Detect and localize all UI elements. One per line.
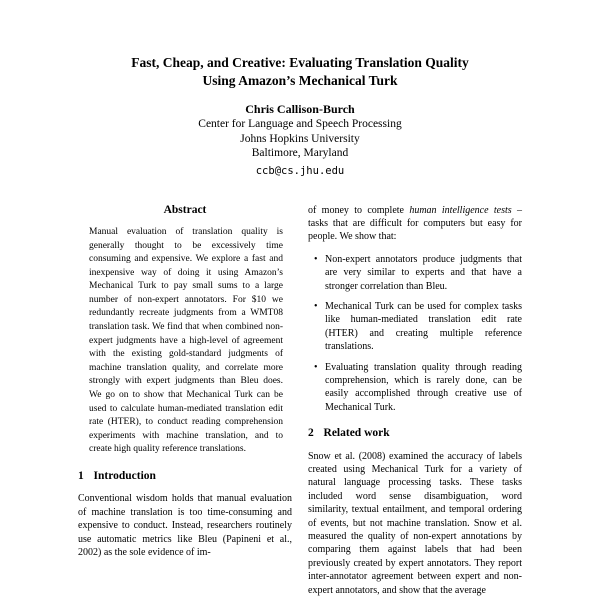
paper-title-line-1: Fast, Cheap, and Creative: Evaluating Translation Quality — [131, 55, 469, 70]
abstract-text: Manual evaluation of translation quality is generally thought to be excessively time consuming and expensive. We explore a fast and inexpensive way of doing it using Amazon’s Mechanical Turk to pay small sums to a large number of non-expert annotators. For $10 we redundantly recreate judgments from a WMT08 translation task. We find that when combined non-expert judgments have a high-level of agreement with the existing gold-standard judgments of machine translation quality, and correlate more strongly with expert judgments than Bleu does. We go on to show that Mechanical Turk can be used to calculate human-mediated translation edit rate (HTER), to conduct reading comprehension experiments with machine translation, and to create high quality reference translations. — [89, 226, 283, 455]
author-affiliation-2: Johns Hopkins University — [240, 132, 360, 145]
continued-paragraph-post: – tasks that are difficult for computers but easy for people. We show that: — [308, 204, 522, 243]
bullet-item: • Mechanical Turk can be used for complex tasks like human-mediated translation edit rate (HTER) and creating multiple reference translations. — [308, 300, 522, 354]
section-number: 1 — [78, 470, 84, 482]
continued-paragraph — [308, 204, 522, 244]
section-heading-introduction — [78, 470, 292, 483]
introduction-text: Conventional wisdom holds that manual evaluation of machine translation is too time-consuming and expensive to conduct. Instead, researchers routinely use automatic metrics like Bleu (Papineni et al., 2002) as the sole evidence of im- — [78, 493, 292, 559]
paper-title — [78, 54, 522, 89]
author-name: Chris Callison-Burch — [245, 102, 355, 116]
author-email: ccb@cs.jhu.edu — [255, 164, 345, 177]
bullet-item: • Evaluating translation quality through reading comprehension, which is rarely done, can be easily accomplished through creative use of Mechanical Turk. — [308, 361, 522, 415]
section-number: 2 — [308, 427, 314, 440]
bullet-list — [308, 253, 522, 414]
bullet-item: • Non-expert annotators produce judgments that are very similar to experts and that have a stronger correlation than Bleu. — [308, 253, 522, 293]
continued-paragraph-pre: of money to complete — [308, 204, 410, 216]
author-affiliation-3: Baltimore, Maryland — [251, 147, 349, 159]
continued-paragraph-italic: human intelligence tests — [409, 204, 512, 216]
abstract-heading: Abstract — [163, 203, 207, 216]
section-heading-related-work — [308, 427, 522, 440]
left-column — [78, 204, 292, 598]
section-title: Related work — [323, 427, 390, 440]
paper-title-line-2: Using Amazon’s Mechanical Turk — [202, 72, 398, 88]
section-title: Introduction — [93, 470, 156, 482]
related-work-text: Snow et al. (2008) examined the accuracy of labels created using Mechanical Turk for a variety of natural language processing tasks. These tasks included word sense disambiguation, word similarity, textual entailment, and temporal ordering of events, but not machine translation. Snow et al. measured the quality of non-expert annotations by comparing them against labels that had been previously created by expert annotators. They report inter-annotator agreement between expert and non-expert annotators, and show that the average — [308, 450, 522, 596]
right-column — [308, 204, 522, 598]
two-column-body — [78, 204, 522, 598]
author-block — [78, 102, 522, 178]
author-affiliation-1: Center for Language and Speech Processing — [198, 118, 402, 130]
